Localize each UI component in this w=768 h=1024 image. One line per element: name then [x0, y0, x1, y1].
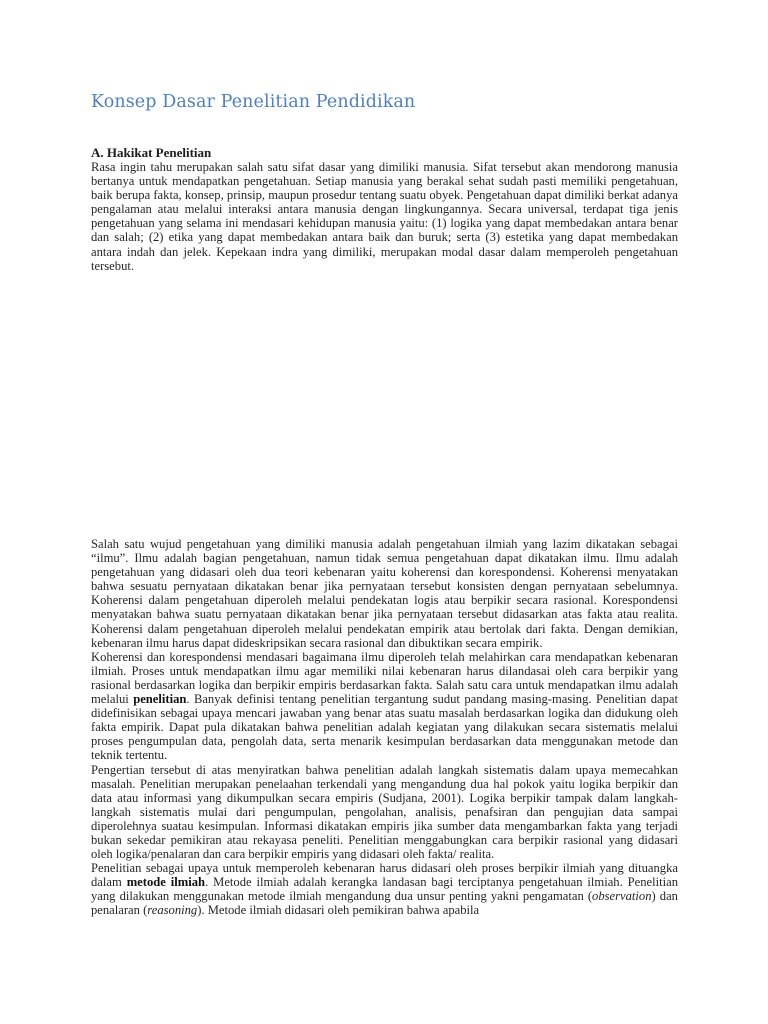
- italic-term: observation: [592, 889, 652, 904]
- paragraph: [91, 650, 678, 763]
- text-run: . Banyak definisi tentang penelitian tergantung sudut pandang masing-masing. Penelitian dapat didefinisikan sebagai upaya mencari jawaban yang benar atas suatu masalah berdasarkan logika dan didukung oleh fakta empirik. Dapat pula dikatakan bahwa penelitian adalah kegiatan yang dilakukan secara sistematis melalui proses pengumpulan data, pengolah data, serta menarik kesimpulan berdasarkan data menggunakan metode dan teknik tertentu.: [91, 692, 678, 763]
- paragraph: Rasa ingin tahu merupakan salah satu sifat dasar yang dimiliki manusia. Sifat tersebut akan mendorong manusia bertanya untuk mendapatkan pengetahuan. Setiap manusia yang berakal sehat sudah pasti memiliki pengetahuan, baik berupa fakta, konsep, prinsip, maupun prosedur tentang suatu obyek. Pengetahuan dapat dimiliki berkat adanya pengalaman atau melalui interaksi antara manusia dengan lingkungannya. Secara universal, terdapat tiga jenis pengetahuan yang selama ini mendasari kehidupan manusia yaitu: (1) logika yang dapat membedakan antara benar dan salah; (2) etika yang dapat membedakan antara baik dan buruk; serta (3) estetika yang dapat membedakan antara indah dan jelek. Kepekaan indra yang dimiliki, merupakan modal dasar dalam memperoleh pengetahuan tersebut.: [91, 160, 678, 273]
- text-run: . Metode ilmiah adalah kerangka landasan bagi terciptanya pengetahuan ilmiah. Penelitian yang dilakukan menggunakan metode ilmiah mengandung dua unsur penting yakni pengamatan (: [91, 875, 678, 904]
- paragraph: Pengertian tersebut di atas menyiratkan bahwa penelitian adalah langkah sistematis dalam upaya memecahkan masalah. Penelitian merupakan penelaahan terkendali yang mengandung dua hal pokok yaitu logika berpikir dan data atau informasi yang dikumpulkan secara empiris (Sudjana, 2001). Logika berpikir tampak dalam langkah-langkah sistematis mulai dari pengumpulan, pengolahan, analisis, penafsiran dan pengujian data sampai diperolehnya suatau kesimpulan. Informasi dikatakan empiris jika sumber data mengambarkan fakta yang terjadi bukan sekedar pemikiran atau rekayasa peneliti. Penelitian menggabungkan cara berpikir rasional yang didasari oleh logika/penalaran dan cara berpikir empiris yang didasari oleh fakta/ realita.: [91, 762, 678, 862]
- section-body-continued: [91, 537, 678, 918]
- text-run: Koherensi dan korespondensi mendasari bagaimana ilmu diperoleh telah melahirkan cara mendapatkan kebenaran ilmiah. Proses untuk mendapatkan ilmu agar memiliki nilai kebenaran harus dilandasai oleh cara berpikir yang rasional berdasarkan logika dan berpikir empiris berdasarkan fakta. Salah satu cara untuk mendapatkan ilmu adalah melalui: [91, 649, 678, 707]
- section-heading: A. Hakikat Penelitian: [91, 145, 212, 160]
- italic-term: reasoning: [147, 903, 198, 918]
- text-run: ). Metode ilmiah didasari oleh pemikiran bahwa apabila: [197, 903, 480, 918]
- paragraph: [91, 861, 678, 917]
- text-run: Penelitian sebagai upaya untuk memperoleh kebenaran harus didasari oleh proses berpikir ilmiah yang dituangka dalam: [91, 861, 678, 890]
- text-run: ) dan penalaran (: [91, 889, 678, 918]
- paragraph: Salah satu wujud pengetahuan yang dimiliki manusia adalah pengetahuan ilmiah yang lazim dikatakan sebagai “ilmu”. Ilmu adalah bagian pengetahuan, namun tidak semua pengetahuan dapat dikatakan ilmu. Ilmu adalah pengetahuan yang didasari oleh dua teori kebenaran yaitu koherensi dan korespondensi. Koherensi menyatakan bahwa sesuatu pernyataan dikatakan benar jika pernyataan tersebut konsisten dengan pernyataan sebelumnya. Koherensi dalam pengetahuan diperoleh melalui pendekatan logis atau berpikir secara rasional. Korespondensi menyatakan bahwa suatu pernyataan dikatakan benar jika pernyataan tersebut didasarkan atas fakta atau realita. Koherensi dalam pengetahuan diperoleh melalui pendekatan empirik atau bertolak dari fakta. Dengan demikian, kebenaran ilmu harus dapat dideskripsikan secara rasional dan dibuktikan secara empirik.: [91, 537, 678, 650]
- section-hakikat-penelitian: [91, 146, 678, 273]
- bold-term: penelitian: [133, 692, 187, 707]
- document-title: Konsep Dasar Penelitian Pendidikan: [91, 92, 416, 112]
- bold-term: metode ilmiah: [126, 875, 206, 890]
